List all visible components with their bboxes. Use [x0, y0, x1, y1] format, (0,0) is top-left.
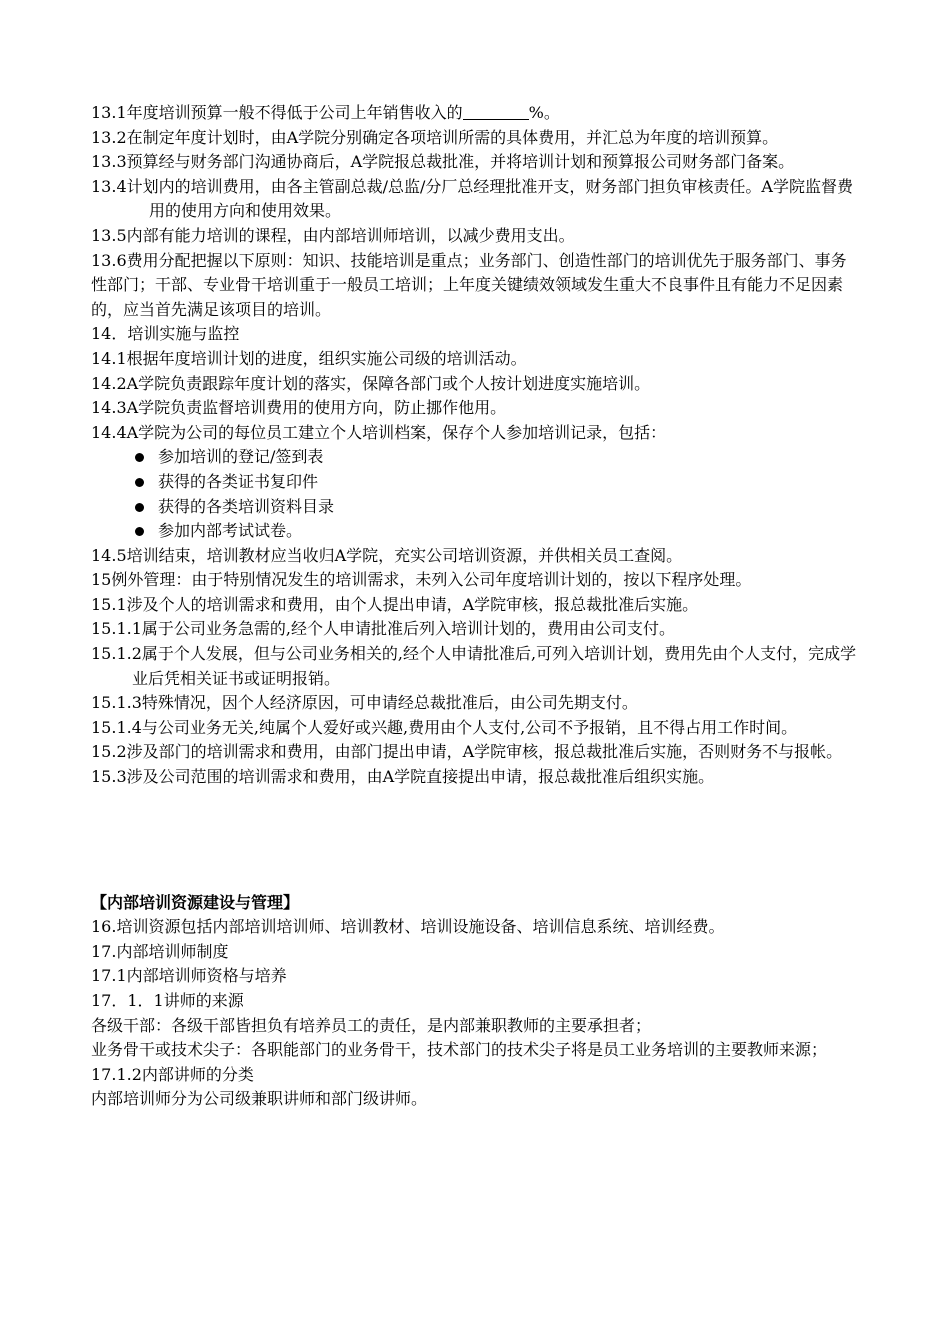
para-15-1-4: 15.1.4与公司业务无关,纯属个人爱好或兴趣,费用由个人支付,公司不予报销，且不得占用工作时间。 — [91, 717, 798, 737]
record-list — [91, 445, 861, 543]
para-13-6: 13.6费用分配把握以下原则：知识、技能培训是重点；业务部门、创造性部门的培训优先于服务部门、事务性部门；干部、专业骨干培训重于一般员工培训；上年度关键绩效领域发生重大不良事件且有能力不足因素的，应当首先满足该项目的培训。 — [91, 250, 847, 319]
list-item-text: 参加培训的登记/签到表 — [158, 447, 324, 467]
para-14-4: 14.4A学院为公司的每位员工建立个人培训档案，保存个人参加培训记录，包括： — [91, 422, 667, 442]
bullet-icon — [135, 453, 144, 462]
para-14-2: 14.2A学院负责跟踪年度计划的落实，保障各部门或个人按计划进度实施培训。 — [91, 373, 651, 393]
para-13-4: 13.4计划内的培训费用，由各主管副总裁/总监/分厂总经理批准开支，财务部门担负审核责任。A学院监督费用的使用方向和使用效果。 — [91, 176, 853, 221]
section-heading: 【内部培训资源建设与管理】 — [91, 892, 300, 912]
list-item — [91, 519, 861, 544]
para-15-3: 15.3涉及公司范围的培训需求和费用，由A学院直接提出申请，报总裁批准后组织实施。 — [91, 767, 715, 787]
list-item — [91, 495, 861, 520]
para-13-1-text: 13.1年度培训预算一般不得低于公司上年销售收入的 — [91, 103, 463, 122]
blank-underline — [463, 103, 529, 120]
list-item — [91, 470, 861, 495]
para-14-5: 14.5培训结束，培训教材应当收归A学院，充实公司培训资源，并供相关员工查阅。 — [91, 545, 683, 565]
para-backbone: 业务骨干或技术尖子：各职能部门的业务骨干，技术部门的技术尖子将是员工业务培训的主要教师来源； — [91, 1040, 828, 1060]
para-15-2: 15.2涉及部门的培训需求和费用，由部门提出申请，A学院审核，报总裁批准后实施，否则财务不与报帐。 — [91, 742, 843, 762]
para-15-1-2: 15.1.2属于个人发展，但与公司业务相关的,经个人申请批准后,可列入培训计划，费用先由个人支付，完成学业后凭相关证书或证明报销。 — [91, 644, 857, 688]
list-item — [91, 445, 861, 470]
para-13-5: 13.5内部有能力培训的课程，由内部培训师培训，以减少费用支出。 — [91, 225, 575, 245]
document-page — [91, 101, 861, 1112]
para-13-1 — [91, 101, 861, 126]
para-14-3: 14.3A学院负责监督培训费用的使用方向，防止挪作他用。 — [91, 398, 507, 418]
list-item-text: 获得的各类证书复印件 — [158, 471, 319, 491]
bullet-icon — [135, 503, 144, 512]
para-cadre: 各级干部：各级干部皆担负有培养员工的责任，是内部兼职教师的主要承担者； — [91, 1015, 652, 1035]
para-17-1-1: 17．1．1讲师的来源 — [91, 991, 244, 1010]
para-15-1-1: 15.1.1属于公司业务急需的,经个人申请批准后列入培训计划的，费用由公司支付。 — [91, 619, 675, 639]
para-classify: 内部培训师分为公司级兼职讲师和部门级讲师。 — [91, 1089, 428, 1109]
section-spacer — [91, 790, 861, 891]
para-13-2: 13.2在制定年度计划时，由A学院分别确定各项培训所需的具体费用，并汇总为年度的培训预算。 — [91, 127, 779, 147]
para-13-3: 13.3预算经与财务部门沟通协商后，A学院报总裁批准，并将培训计划和预算报公司财务部门备案。 — [91, 152, 795, 172]
para-16: 16.培训资源包括内部培训培训师、培训教材、培训设施设备、培训信息系统、培训经费。 — [91, 917, 725, 937]
para-13-1-suffix: %。 — [528, 103, 560, 122]
bullet-icon — [135, 478, 144, 487]
bullet-icon — [135, 527, 144, 536]
para-17-1-2: 17.1.2内部讲师的分类 — [91, 1064, 254, 1084]
para-15-1-3: 15.1.3特殊情况，因个人经济原因，可申请经总裁批准后，由公司先期支付。 — [91, 693, 638, 713]
section-14-title: 14．培训实施与监控 — [91, 324, 240, 344]
para-15-1: 15.1涉及个人的培训需求和费用，由个人提出申请，A学院审核，报总裁批准后实施。 — [91, 594, 699, 614]
para-17-1: 17.1内部培训师资格与培养 — [91, 966, 287, 986]
list-item-text: 参加内部考试试卷。 — [158, 521, 303, 541]
list-item-text: 获得的各类培训资料目录 — [158, 496, 335, 516]
para-14-1: 14.1根据年度培训计划的进度，组织实施公司级的培训活动。 — [91, 348, 527, 368]
para-17: 17.内部培训师制度 — [91, 941, 229, 961]
section-15-title: 15例外管理：由于特别情况发生的培训需求，未列入公司年度培训计划的，按以下程序处理。 — [91, 570, 752, 590]
